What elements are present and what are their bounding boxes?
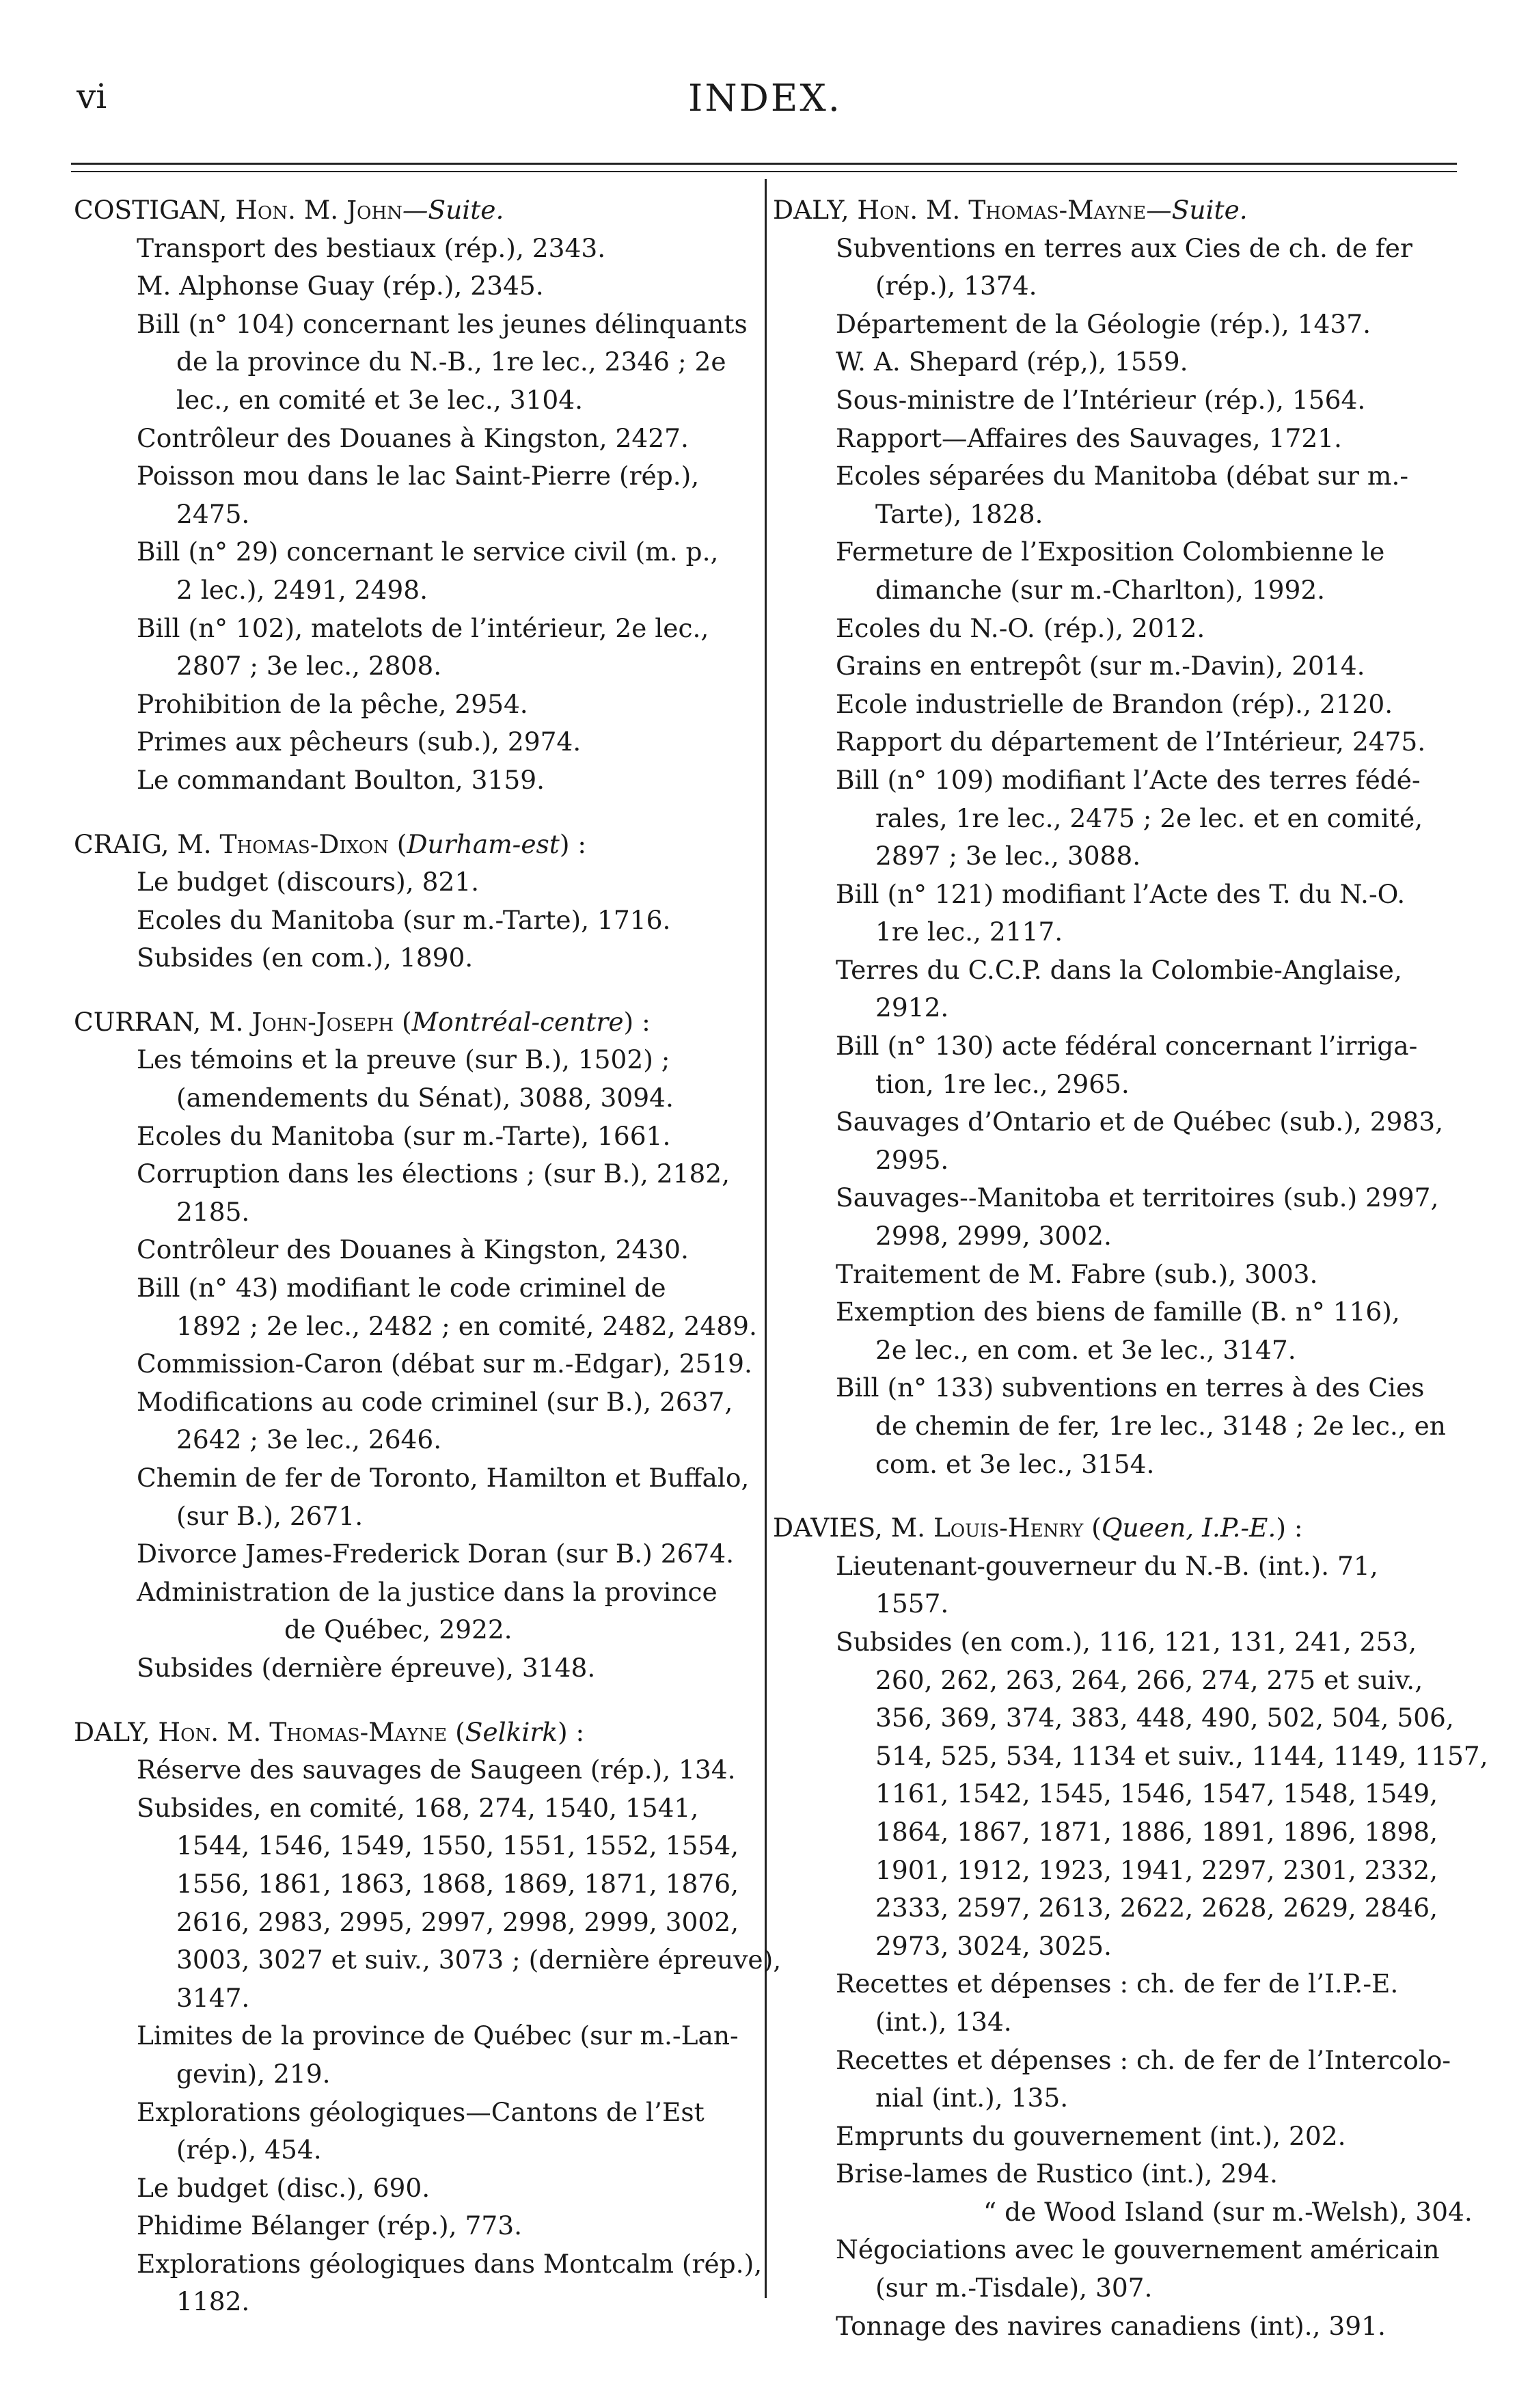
index-column-right [773, 191, 1488, 2345]
sub-entry-line: 2912. [875, 992, 949, 1023]
sub-entry-line: 1556, 1861, 1863, 1868, 1869, 1871, 1876, [176, 1868, 739, 1899]
sub-entry-line: 2995. [875, 1144, 949, 1175]
sub-entry-line: Corruption dans les élections ; (sur B.), 2182, [137, 1159, 730, 1189]
heading-segment: ( [1083, 1513, 1102, 1543]
sub-entry [773, 2193, 1473, 2232]
heading-segment: Selkirk [465, 1716, 558, 1747]
sub-entry-line: Bill (n° 43) modifiant le code criminel de [137, 1273, 666, 1303]
sub-entry-line: Négociations avec le gouvernement américain [836, 2234, 1440, 2265]
sub-entry [74, 902, 743, 940]
sub-entry-line: 1544, 1546, 1549, 1550, 1551, 1552, 1554, [176, 1830, 739, 1861]
sub-entry-line: Le commandant Boulton, 3159. [137, 764, 545, 795]
sub-entry-line: Primes aux pêcheurs (sub.), 2974. [137, 727, 582, 757]
sub-entry [773, 723, 1456, 761]
sub-entry-line: Subventions en terres aux Cies de ch. de fer [836, 232, 1412, 263]
sub-entry-line: Divorce James-Frederick Doran (sur B.) 2674. [137, 1539, 735, 1569]
heading-segment: Hon. M. Thomas-Mayne [857, 195, 1147, 225]
sub-entry [74, 533, 743, 609]
sub-entry [74, 1041, 743, 1117]
entry-heading [74, 826, 743, 864]
sub-entry-line: Subsides, en comité, 168, 274, 1540, 1541, [137, 1792, 699, 1823]
sub-entry [773, 761, 1456, 876]
sub-entry-line: Le budget (discours), 821. [137, 867, 480, 897]
heading-segment: Durham-est [407, 828, 560, 859]
sub-entry-line: Explorations géologiques dans Montcalm (rép.), [137, 2248, 763, 2279]
heading-segment: Montréal-centre [411, 1006, 624, 1037]
sub-entry [773, 381, 1456, 420]
heading-segment: —Suite. [1146, 195, 1248, 225]
heading-segment: ) : [559, 828, 587, 859]
sub-entry [773, 1369, 1456, 1483]
sub-entry [74, 686, 743, 724]
sub-entry-line: Tarte), 1828. [875, 498, 1043, 529]
sub-entry-line: Lieutenant-gouverneur du N.-B. (int.). 71, [836, 1550, 1378, 1581]
sub-entry-line: Grains en entrepôt (sur m.-Davin), 2014. [836, 651, 1365, 681]
sub-entry-line: Fermeture de l’Exposition Colombienne le [836, 537, 1385, 567]
index-entry [773, 1509, 1488, 2345]
sub-entry-line: Recettes et dépenses : ch. de fer de l’Intercolo- [836, 2044, 1451, 2075]
sub-entry [74, 1573, 743, 1649]
sub-entry-line: Ecole industrielle de Brandon (rép)., 2120. [836, 688, 1393, 719]
heading-segment: Queen, I.P.-E. [1101, 1513, 1276, 1543]
sub-entry-line: 2333, 2597, 2613, 2622, 2628, 2629, 2846, [875, 1893, 1438, 1923]
sub-entry-line: Sous-ministre de l’Intérieur (rép.), 1564. [836, 384, 1366, 415]
sub-entry [74, 267, 743, 306]
sub-entry [773, 1547, 1456, 1623]
sub-entry [74, 863, 743, 902]
sub-entry [773, 2155, 1456, 2193]
heading-segment: ) : [1276, 1513, 1303, 1543]
sub-entry-line: (int.), 134. [875, 2006, 1012, 2037]
entry-heading [74, 1714, 743, 1752]
sub-entry [74, 420, 743, 458]
page-title: INDEX. [688, 77, 842, 120]
sub-entry [74, 1383, 743, 1459]
sub-entry-line: 2897 ; 3e lec., 3088. [875, 841, 1141, 871]
sub-entry-line: de chemin de fer, 1re lec., 3148 ; 2e lec., en [875, 1411, 1446, 1441]
index-entry [773, 191, 1456, 1483]
entry-heading [74, 191, 743, 230]
sub-entry-line: Modifications au code criminel (sur B.), 2637, [137, 1386, 733, 1417]
sub-entry-line: (amendements du Sénat), 3088, 3094. [176, 1083, 674, 1113]
sub-entry [773, 230, 1456, 306]
sub-entry [74, 2169, 743, 2208]
header-rule-thin [71, 171, 1457, 172]
sub-entry-line: Traitement de M. Fabre (sub.), 3003. [836, 1258, 1318, 1289]
sub-entry [74, 761, 743, 800]
sub-entry-line: Subsides (dernière épreuve), 3148. [137, 1652, 596, 1683]
sub-entry-line: M. Alphonse Guay (rép.), 2345. [137, 271, 544, 301]
sub-entry-line: Exemption des biens de famille (B. n° 116), [836, 1297, 1400, 1327]
sub-entry-line: Prohibition de la pêche, 2954. [137, 688, 528, 719]
sub-entry [773, 1103, 1456, 1179]
sub-entry-line: 3003, 3027 et suiv., 3073 ; (dernière épreuve), [176, 1945, 782, 1975]
sub-entry-line: 1re lec., 2117. [875, 917, 1063, 947]
sub-entry-line: Terres du C.C.P. dans la Colombie-Anglaise, [836, 954, 1402, 985]
sub-entry-line: Limites de la province de Québec (sur m.-Lan- [137, 2020, 739, 2051]
sub-entry-line: Subsides (en com.), 116, 121, 131, 241, 253, [836, 1626, 1417, 1657]
sub-entry-line: 2616, 2983, 2995, 2997, 2998, 2999, 3002, [176, 1906, 739, 1937]
sub-entry [773, 1027, 1456, 1103]
sub-entry-line: 2807 ; 3e lec., 2808. [176, 651, 442, 681]
sub-entry-line: Rapport du département de l’Intérieur, 2475. [836, 727, 1426, 757]
sub-entry-line: com. et 3e lec., 3154. [875, 1448, 1155, 1479]
sub-entry-line: 2e lec., en com. et 3e lec., 3147. [875, 1334, 1296, 1365]
sub-entry-line: (rép.), 454. [176, 2135, 322, 2165]
sub-entry [74, 1231, 743, 1269]
sub-entry [74, 2245, 763, 2321]
sub-entry [74, 1649, 743, 1688]
sub-entry [773, 2231, 1456, 2307]
sub-entry-line: Réserve des sauvages de Saugeen (rép.), 134. [137, 1755, 736, 1785]
heading-segment: DALY, [74, 1716, 159, 1747]
sub-entry [74, 306, 748, 420]
index-entry [74, 1003, 757, 1688]
index-entry [74, 1714, 782, 2322]
sub-entry-line: Transport des bestiaux (rép.), 2343. [137, 232, 606, 263]
sub-entry-line: Bill (n° 130) acte fédéral concernant l’irriga- [836, 1031, 1418, 1061]
sub-entry [773, 1179, 1456, 1255]
index-entry [74, 191, 748, 800]
sub-entry-line: Ecoles séparées du Manitoba (débat sur m.- [836, 461, 1409, 491]
sub-entry-line: de la province du N.-B., 1re lec., 2346 ; 2e [176, 347, 726, 377]
sub-entry-line: Explorations géologiques—Cantons de l’Est [137, 2096, 705, 2127]
index-column-left [74, 191, 782, 2321]
sub-entry-line: 1864, 1867, 1871, 1886, 1891, 1896, 1898, [875, 1816, 1438, 1847]
sub-entry-line: Département de la Géologie (rép.), 1437. [836, 308, 1371, 339]
sub-entry-line: Ecoles du N.-O. (rép.), 2012. [836, 612, 1205, 643]
header-rule [71, 163, 1457, 165]
sub-entry-line: Rapport—Affaires des Sauvages, 1721. [836, 422, 1342, 453]
sub-entry [74, 1751, 743, 1789]
sub-entry-line: 260, 262, 263, 264, 266, 274, 275 et suiv., [875, 1664, 1423, 1695]
sub-entry-line: dimanche (sur m.-Charlton), 1992. [875, 574, 1326, 605]
sub-entry [74, 1459, 750, 1535]
sub-entry-line: Emprunts du gouvernement (int.), 202. [836, 2120, 1346, 2151]
sub-entry-line: Le budget (disc.), 690. [137, 2172, 431, 2203]
sub-entry-line: 3147. [176, 1982, 250, 2013]
sub-entry-line: Subsides (en com.), 1890. [137, 943, 474, 973]
sub-entry [773, 951, 1456, 1027]
heading-segment: COSTIGAN, [74, 195, 236, 225]
sub-entry [773, 2308, 1456, 2346]
sub-entry-line: 356, 369, 374, 383, 448, 490, 502, 504, 506, [875, 1703, 1454, 1733]
sub-entry-line: Recettes et dépenses : ch. de fer de l’I.P.-E. [836, 1969, 1399, 1999]
heading-segment: CURRAN, M. [74, 1006, 252, 1037]
sub-entry [773, 2118, 1456, 2156]
sub-entry [773, 2042, 1456, 2118]
heading-segment: ) : [623, 1006, 651, 1037]
heading-segment: —Suite. [402, 195, 504, 225]
page-number: vi [77, 77, 107, 116]
sub-entry-line: rales, 1re lec., 2475 ; 2e lec. et en comité, [875, 802, 1423, 833]
heading-segment: Thomas-Dixon [219, 828, 389, 859]
heading-segment: ( [447, 1716, 465, 1747]
sub-entry [773, 876, 1456, 951]
sub-entry-line: Phidime Bélanger (rép.), 773. [137, 2210, 522, 2241]
sub-entry-line: Commission-Caron (débat sur m.-Edgar), 2519. [137, 1349, 752, 1379]
heading-segment: DALY, [773, 195, 858, 225]
sub-entry [773, 420, 1456, 458]
sub-entry-line: tion, 1re lec., 2965. [875, 1068, 1130, 1099]
column-divider [765, 179, 767, 2298]
sub-entry-line: W. A. Shepard (rép,), 1559. [836, 347, 1188, 377]
sub-entry-line: 2998, 2999, 3002. [875, 1221, 1112, 1252]
sub-entry-line: Contrôleur des Douanes à Kingston, 2430. [137, 1234, 689, 1265]
sub-entry [74, 2094, 743, 2169]
sub-entry [74, 1789, 782, 2018]
sub-entry-line: 1557. [875, 1588, 949, 1619]
sub-entry-line: 2475. [176, 498, 250, 529]
sub-entry [773, 1256, 1456, 1294]
heading-segment: Hon. M. John [235, 195, 402, 225]
sub-entry-line: “ de Wood Island (sur m.-Welsh), 304. [983, 2196, 1473, 2227]
sub-entry [773, 1623, 1488, 1965]
sub-entry-line: Bill (n° 109) modifiant l’Acte des terres fédé- [836, 764, 1421, 795]
sub-entry-line: Contrôleur des Douanes à Kingston, 2427. [137, 422, 689, 453]
sub-entry [74, 1345, 752, 1383]
sub-entry [773, 647, 1456, 686]
heading-segment: Louis-Henry [933, 1513, 1084, 1543]
sub-entry [74, 1535, 743, 1573]
sub-entry-line: nial (int.), 135. [875, 2083, 1069, 2113]
sub-entry-line: Sauvages--Manitoba et territoires (sub.) 2997, [836, 1182, 1439, 1213]
heading-segment: John-Joseph [251, 1006, 394, 1037]
sub-entry-line: 2642 ; 3e lec., 2646. [176, 1424, 442, 1455]
sub-entry-line: Les témoins et la preuve (sur B.), 1502) ; [137, 1044, 670, 1075]
sub-entry-line: gevin), 219. [176, 2058, 331, 2089]
sub-entry-line: 1892 ; 2e lec., 2482 ; en comité, 2482, 2489. [176, 1310, 757, 1341]
sub-entry-line: 2 lec.), 2491, 2498. [176, 574, 428, 605]
entry-heading [773, 191, 1456, 230]
sub-entry-line: de Québec, 2922. [284, 1614, 513, 1645]
heading-segment: ) : [557, 1716, 585, 1747]
sub-entry-line: Bill (n° 29) concernant le service civil (m. p., [137, 537, 719, 567]
sub-entry [773, 457, 1456, 533]
sub-entry [773, 533, 1456, 609]
sub-entry [74, 1118, 743, 1156]
sub-entry-line: Chemin de fer de Toronto, Hamilton et Buffalo, [137, 1463, 750, 1493]
sub-entry-line: Bill (n° 133) subventions en terres à des Cies [836, 1372, 1425, 1403]
sub-entry [74, 2017, 743, 2093]
sub-entry [773, 1293, 1456, 1369]
index-entry [74, 826, 743, 977]
sub-entry-line: 2185. [176, 1196, 250, 1227]
sub-entry-line: 514, 525, 534, 1134 et suiv., 1144, 1149, 1157, [875, 1740, 1488, 1771]
sub-entry-line: Bill (n° 104) concernant les jeunes délinquants [137, 308, 748, 339]
sub-entry-line: Ecoles du Manitoba (sur m.-Tarte), 1661. [137, 1120, 671, 1151]
sub-entry-line: 1182. [176, 2286, 250, 2317]
sub-entry [74, 230, 743, 268]
sub-entry-line: 2973, 3024, 3025. [875, 1930, 1112, 1961]
sub-entry [74, 610, 743, 686]
sub-entry-line: Ecoles du Manitoba (sur m.-Tarte), 1716. [137, 904, 671, 935]
sub-entry [773, 610, 1456, 648]
sub-entry-line: Tonnage des navires canadiens (int)., 391. [836, 2310, 1386, 2341]
sub-entry [74, 457, 743, 533]
sub-entry [74, 2207, 743, 2245]
sub-entry [74, 723, 743, 761]
sub-entry [773, 306, 1456, 344]
sub-entry [773, 686, 1456, 724]
sub-entry-line: Brise-lames de Rustico (int.), 294. [836, 2159, 1278, 2189]
sub-entry-line: 1901, 1912, 1923, 1941, 2297, 2301, 2332, [875, 1854, 1438, 1885]
entry-heading [74, 1003, 743, 1042]
sub-entry-line: (rép.), 1374. [875, 271, 1037, 301]
sub-entry-line: Sauvages d’Ontario et de Québec (sub.), 2983, [836, 1107, 1444, 1137]
sub-entry [74, 1155, 743, 1231]
sub-entry [773, 1965, 1456, 2041]
heading-segment: ( [388, 828, 407, 859]
sub-entry [74, 939, 743, 977]
heading-segment: CRAIG, M. [74, 828, 220, 859]
sub-entry-line: Bill (n° 102), matelots de l’intérieur, 2e lec., [137, 612, 709, 643]
sub-entry-line: lec., en comité et 3e lec., 3104. [176, 384, 583, 415]
sub-entry-line: (sur m.-Tisdale), 307. [875, 2273, 1153, 2303]
sub-entry [773, 343, 1456, 381]
heading-segment: ( [394, 1006, 412, 1037]
sub-entry [74, 1269, 757, 1345]
sub-entry-line: Administration de la justice dans la province [137, 1576, 718, 1607]
sub-entry-line: Bill (n° 121) modifiant l’Acte des T. du N.-O. [836, 878, 1406, 909]
heading-segment: DAVIES, M. [773, 1513, 933, 1543]
sub-entry-line: 1161, 1542, 1545, 1546, 1547, 1548, 1549, [875, 1778, 1438, 1809]
sub-entry-line: Poisson mou dans le lac Saint-Pierre (rép.), [137, 461, 700, 491]
entry-heading [773, 1509, 1456, 1547]
heading-segment: Hon. M. Thomas-Mayne [158, 1716, 448, 1747]
sub-entry-line: (sur B.), 2671. [176, 1500, 364, 1531]
